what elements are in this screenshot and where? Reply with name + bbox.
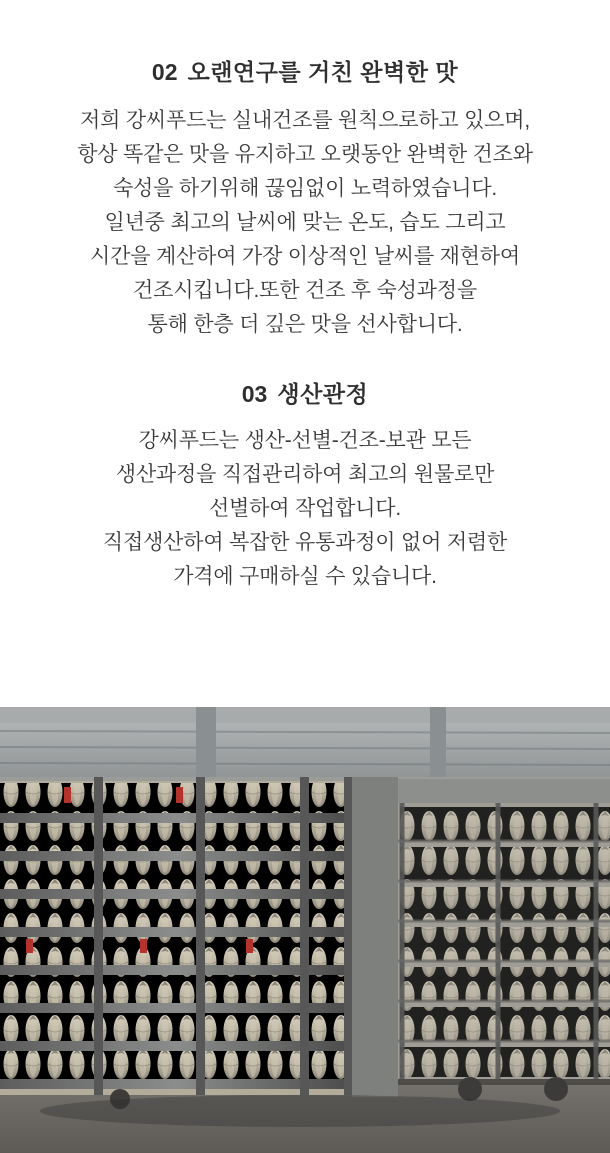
- section-heading-03: [18, 380, 592, 410]
- body-line: 선별하여 작업합니다.: [208, 496, 402, 520]
- front-drying-rack: [0, 777, 352, 1095]
- body-line: 숙성을 하기위해 끊임없이 노력하였습니다.: [112, 176, 498, 200]
- body-line: 직접생산하여 복잡한 유통과정이 없어 저렴한: [102, 530, 508, 554]
- section-body-02: [18, 104, 592, 342]
- body-line: 강씨푸드는 생산-선별-건조-보관 모든: [138, 428, 472, 452]
- section-production-process: [18, 342, 592, 594]
- body-line: 가격에 구매하실 수 있습니다.: [173, 564, 437, 588]
- body-line: 통해 한층 더 깊은 맛을 선사합니다.: [147, 312, 463, 336]
- body-line: 항상 똑같은 맛을 유지하고 오랫동안 완벽한 건조와: [77, 142, 533, 166]
- section-title-03: 생산관정: [277, 381, 369, 407]
- body-line: 시간을 계산하여 가장 이상적인 날씨를 재현하여: [90, 244, 520, 268]
- fish-drying-racks-photo: [0, 707, 610, 1153]
- body-line: 저희 강씨푸드는 실내건조를 원칙으로하고 있으며,: [80, 108, 530, 132]
- section-body-03: [18, 424, 592, 594]
- body-line: 일년중 최고의 날씨에 맞는 온도, 습도 그리고: [104, 210, 506, 234]
- photo-illustration: [0, 707, 610, 1153]
- section-number-03: 03: [241, 381, 268, 407]
- section-heading-02: [18, 58, 592, 88]
- section-title-02: 오랜연구를 거친 완벽한 맛: [187, 59, 459, 85]
- body-line: 건조시킵니다.또한 건조 후 숙성과정을: [133, 278, 477, 302]
- section-number-02: 02: [151, 59, 178, 85]
- body-line: 생산과정을 직접관리하여 최고의 원물로만: [115, 462, 495, 486]
- section-research-quality: [18, 0, 592, 342]
